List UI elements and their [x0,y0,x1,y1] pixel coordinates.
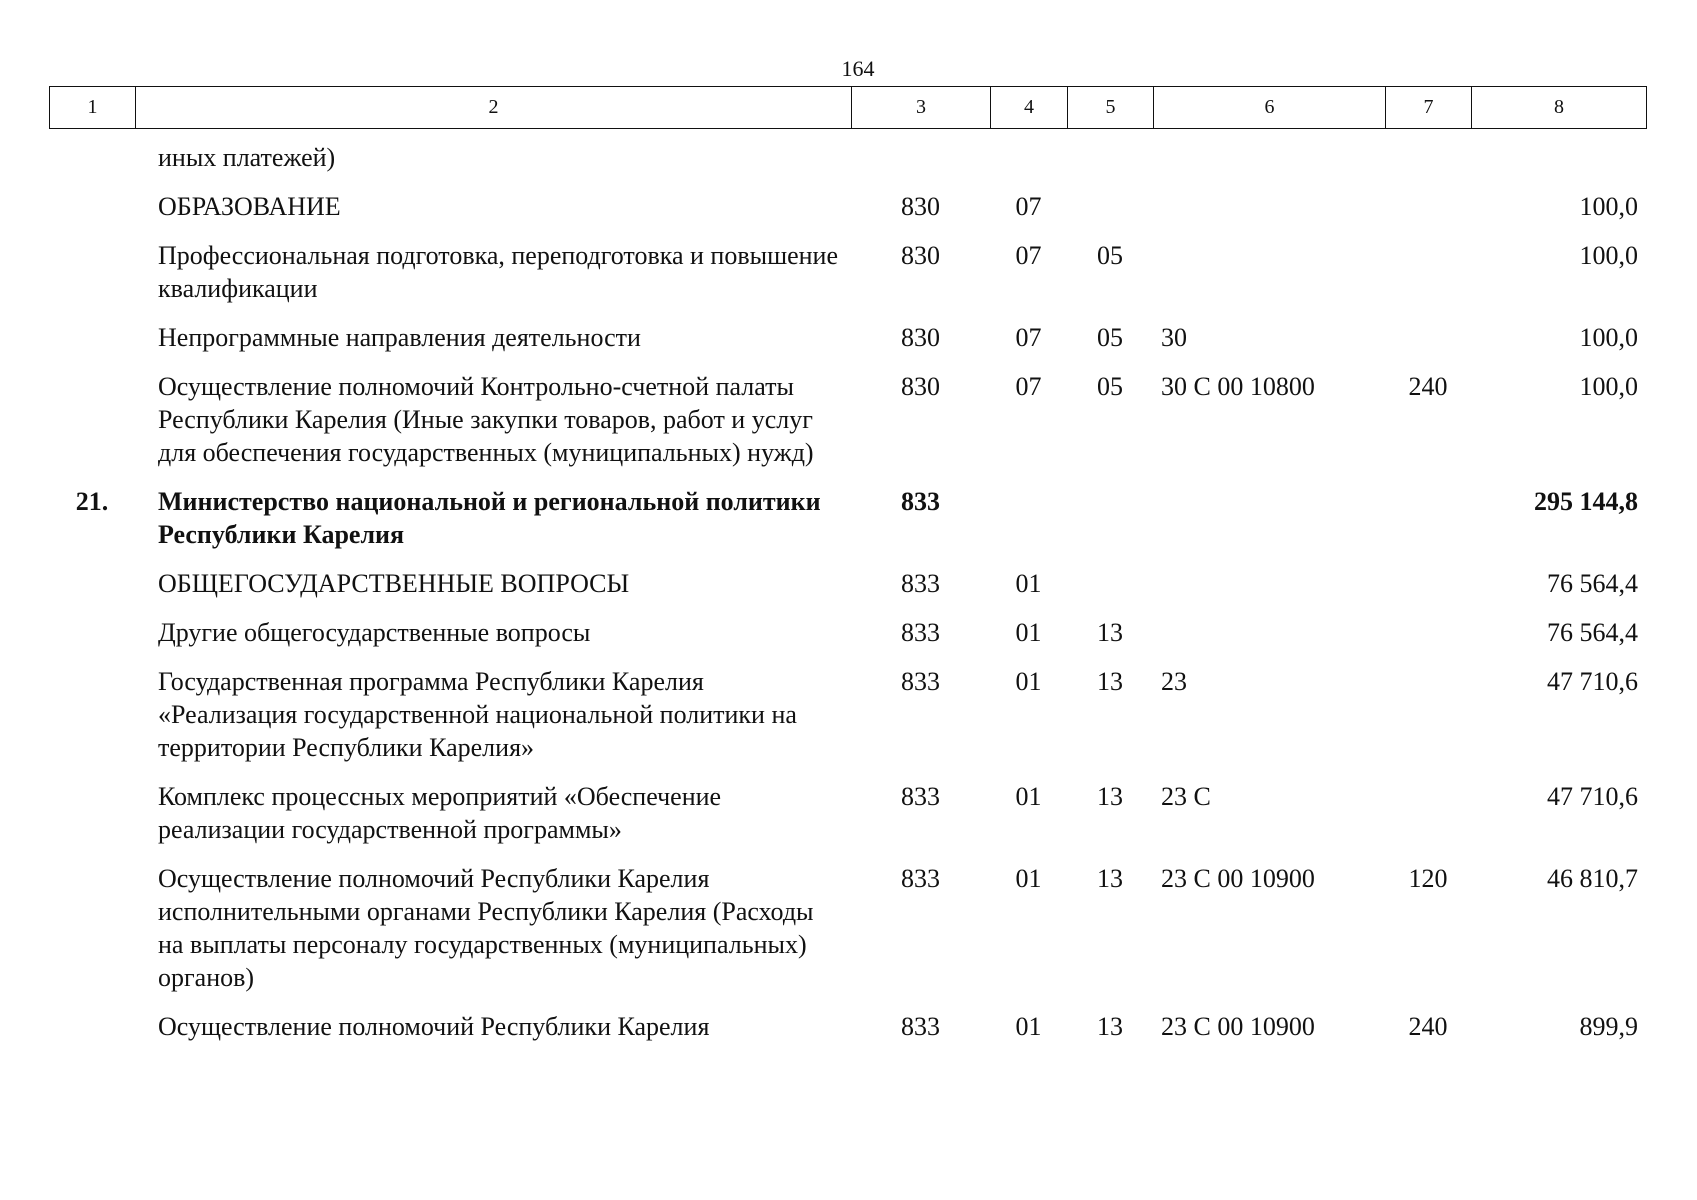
table-row [49,363,1646,478]
row-name: иных платежей) [158,143,336,172]
column-header-3: 3 [852,87,991,129]
row-code-6 [1153,232,1385,314]
row-code-7 [1385,232,1471,314]
row-amount: 47 710,6 [1547,782,1638,811]
row-amount: 100,0 [1579,192,1638,221]
row-code-4: 01 [1015,1012,1042,1041]
table-row [49,560,1646,609]
row-code-6 [1153,560,1385,609]
row-name: Комплекс процессных мероприятий «Обеспечение реализации государственной программы» [158,782,722,844]
budget-table [49,134,1646,1052]
row-code-7 [1385,478,1471,560]
row-code-4: 07 [1015,372,1042,401]
row-code-4: 01 [1015,667,1042,696]
row-name: ОБРАЗОВАНИЕ [158,192,341,221]
row-number: 21. [75,487,109,516]
row-number [49,1003,135,1052]
row-number [49,314,135,363]
row-code-5: 13 [1097,782,1123,811]
row-code-6: 23 [1161,667,1187,696]
row-number [49,363,135,478]
row-code-6 [1153,134,1385,183]
row-number [49,609,135,658]
row-name: Непрограммные направления деятельности [158,323,641,352]
row-number [49,134,135,183]
column-header-5: 5 [1068,87,1154,129]
column-header-6: 6 [1154,87,1386,129]
row-number [49,773,135,855]
row-code-3: 833 [901,618,940,647]
table-row [49,183,1646,232]
row-code-6: 30 [1161,323,1187,352]
table-row [49,134,1646,183]
row-number [49,183,135,232]
row-code-7: 240 [1408,372,1448,401]
row-code-6 [1153,183,1385,232]
row-name: Осуществление полномочий Республики Карелия [158,1012,710,1041]
row-code-4: 01 [1015,782,1042,811]
row-code-4: 07 [1015,192,1042,221]
row-amount: 76 564,4 [1547,618,1638,647]
table-row [49,314,1646,363]
row-code-5: 13 [1097,618,1123,647]
row-number [49,658,135,773]
row-name: Профессиональная подготовка, переподготовка и повышение квалификации [158,241,839,303]
page-number: 164 [841,56,875,81]
column-header-2: 2 [136,87,852,129]
row-code-7 [1385,560,1471,609]
row-name: Осуществление полномочий Республики Карелия исполнительными органами Республики Карелия (Расходы на выплаты персоналу государственных (муниципальных) органов) [158,864,814,992]
row-code-7 [1385,658,1471,773]
table-body [49,134,1646,1052]
column-header-table [49,86,1647,129]
row-number [49,232,135,314]
column-header-8: 8 [1472,87,1647,129]
row-code-3: 833 [901,864,940,893]
row-code-5: 05 [1097,372,1123,401]
row-number [49,560,135,609]
row-code-5: 13 [1097,667,1123,696]
row-name: Государственная программа Республики Карелия «Реализация государственной национальной политики на территории Республики Карелия» [158,667,797,762]
row-code-5 [1067,478,1153,560]
row-code-5: 13 [1097,1012,1123,1041]
row-code-3: 833 [901,782,940,811]
row-code-6 [1153,478,1385,560]
row-code-6: 23 С 00 10900 [1161,864,1315,893]
row-code-5: 05 [1097,323,1123,352]
table-row [49,773,1646,855]
table-row [49,478,1646,560]
row-code-7 [1385,609,1471,658]
row-name: Министерство национальной и региональной политики Республики Карелия [158,487,821,549]
row-amount: 899,9 [1579,1012,1638,1041]
row-code-3 [851,134,990,183]
row-name: ОБЩЕГОСУДАРСТВЕННЫЕ ВОПРОСЫ [158,569,630,598]
row-code-5: 05 [1097,241,1123,270]
row-code-7 [1385,314,1471,363]
row-amount: 100,0 [1579,323,1638,352]
row-code-6: 30 С 00 10800 [1161,372,1315,401]
row-code-4: 07 [1015,241,1042,270]
row-code-6 [1153,609,1385,658]
column-header-7: 7 [1386,87,1472,129]
row-code-3: 830 [901,372,940,401]
row-code-3: 833 [901,667,940,696]
row-code-4: 07 [1015,323,1042,352]
row-code-6: 23 С [1161,782,1211,811]
row-code-5: 13 [1097,864,1123,893]
row-code-4 [990,478,1067,560]
row-number [49,855,135,1003]
row-code-3: 830 [901,241,940,270]
row-code-4: 01 [1015,864,1042,893]
row-code-3: 830 [901,192,940,221]
table-row [49,658,1646,773]
row-code-4: 01 [1015,569,1042,598]
row-code-5 [1067,134,1153,183]
row-amount: 100,0 [1579,372,1638,401]
row-code-3: 833 [901,487,940,516]
row-code-3: 830 [901,323,940,352]
row-code-7 [1385,134,1471,183]
row-amount: 47 710,6 [1547,667,1638,696]
table-row [49,855,1646,1003]
row-name: Другие общегосударственные вопросы [158,618,591,647]
row-code-5 [1067,183,1153,232]
row-code-4 [990,134,1067,183]
table-row [49,232,1646,314]
column-header-4: 4 [991,87,1068,129]
row-code-3: 833 [901,569,940,598]
table-row [49,609,1646,658]
row-code-7 [1385,773,1471,855]
row-amount: 76 564,4 [1547,569,1638,598]
row-code-4: 01 [1015,618,1042,647]
row-amount: 100,0 [1579,241,1638,270]
column-header-row [50,87,1647,129]
column-header-1: 1 [50,87,136,129]
row-code-7: 240 [1408,1012,1448,1041]
row-code-5 [1067,560,1153,609]
row-name: Осуществление полномочий Контрольно-счетной палаты Республики Карелия (Иные закупки товаров, работ и услуг для обеспечения государственных (муниципальных) нужд) [158,372,814,467]
row-code-7 [1385,183,1471,232]
row-amount: 46 810,7 [1547,864,1638,893]
row-code-7: 120 [1408,864,1448,893]
row-code-6: 23 С 00 10900 [1161,1012,1315,1041]
row-amount [1471,134,1646,183]
row-code-3: 833 [901,1012,940,1041]
table-row [49,1003,1646,1052]
row-amount: 295 144,8 [1534,487,1638,516]
